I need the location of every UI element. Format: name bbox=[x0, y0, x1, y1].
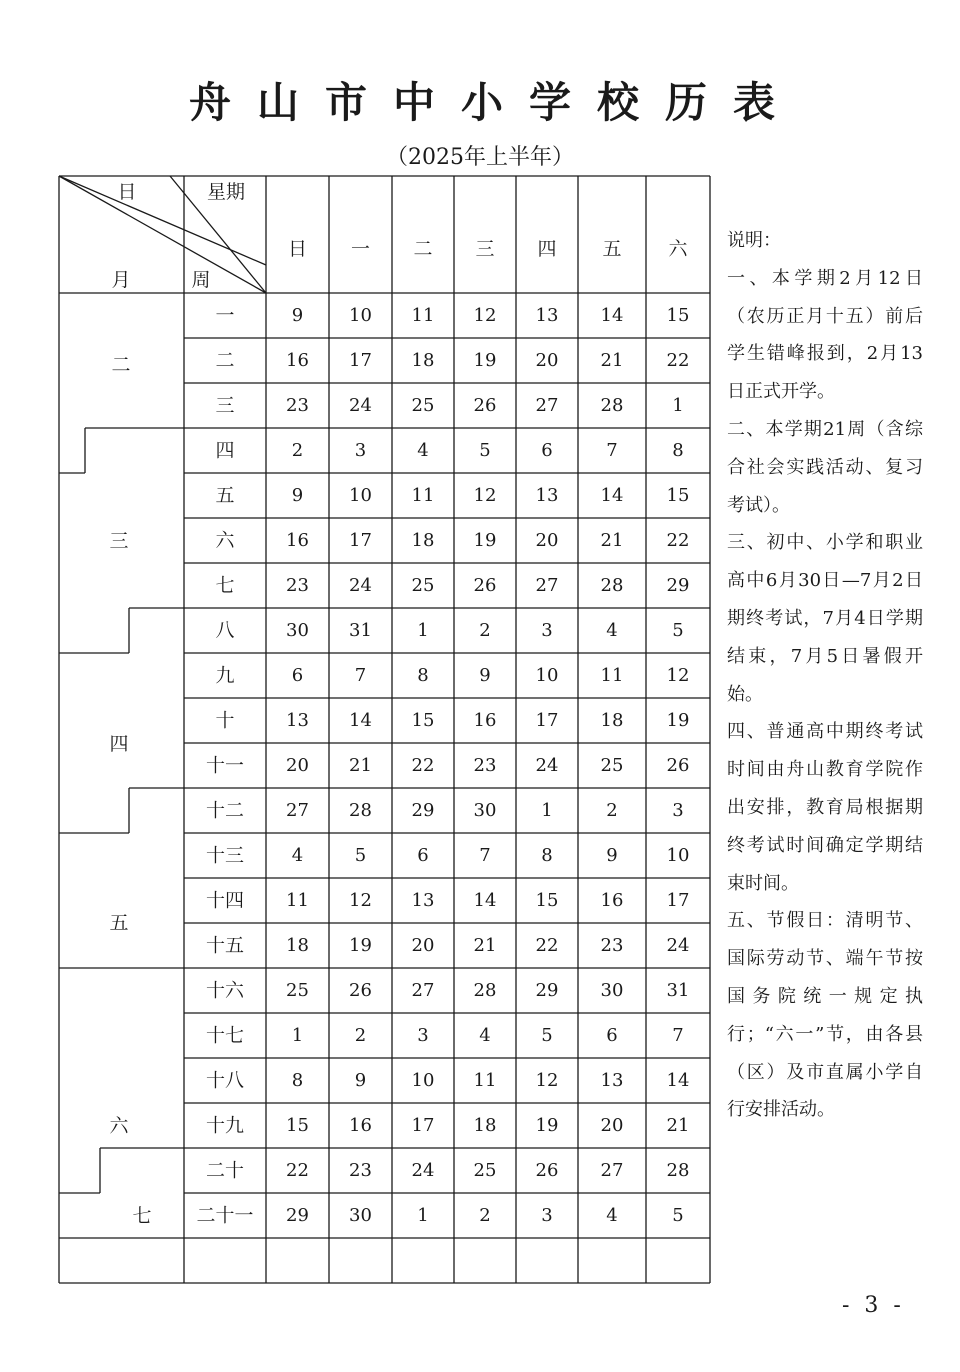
date-cell: 22 bbox=[411, 755, 435, 776]
date-cell: 4 bbox=[291, 845, 304, 866]
month-label: 四 bbox=[109, 733, 129, 755]
date-cell: 15 bbox=[666, 485, 690, 506]
week-number: 十一 bbox=[205, 754, 245, 777]
date-cell: 9 bbox=[606, 845, 618, 866]
date-cell: 6 bbox=[541, 440, 553, 461]
date-cell: 17 bbox=[411, 1115, 435, 1136]
week-number: 八 bbox=[215, 619, 235, 642]
page-number: - 3 - bbox=[842, 1293, 905, 1318]
week-number: 十二 bbox=[205, 799, 245, 822]
date-cell: 19 bbox=[473, 350, 497, 371]
week-number: 十四 bbox=[205, 889, 245, 912]
date-cell: 2 bbox=[606, 800, 618, 821]
date-cell: 2 bbox=[291, 440, 304, 461]
date-cell: 29 bbox=[411, 800, 435, 821]
date-cell: 29 bbox=[535, 980, 559, 1001]
date-cell: 22 bbox=[666, 530, 690, 551]
date-cell: 7 bbox=[354, 665, 367, 686]
note-item: 四、普通高中期终考试时间由舟山教育学院作出安排，教育局根据期终考试时间确定学期结束时间。 bbox=[727, 721, 923, 894]
date-cell: 23 bbox=[600, 935, 624, 956]
date-cell: 25 bbox=[411, 395, 435, 416]
date-cell: 30 bbox=[600, 980, 624, 1001]
date-cell: 21 bbox=[349, 755, 372, 776]
date-cell: 31 bbox=[349, 620, 372, 641]
date-cell: 14 bbox=[349, 710, 372, 731]
date-cell: 4 bbox=[417, 440, 429, 461]
weekday-header: 日 bbox=[287, 238, 308, 260]
date-cell: 27 bbox=[600, 1160, 624, 1181]
date-cell: 28 bbox=[666, 1160, 690, 1181]
note-item: 五、节假日：清明节、国际劳动节、端午节按国务院统一规定执行；“六一”节，由各县（区）及市直属小学自行安排活动。 bbox=[727, 910, 923, 1121]
date-cell: 3 bbox=[672, 800, 684, 821]
date-cell: 1 bbox=[541, 800, 553, 821]
date-cell: 4 bbox=[606, 1205, 618, 1226]
weekday-header: 四 bbox=[537, 238, 557, 260]
date-cell: 27 bbox=[535, 575, 559, 596]
date-cell: 11 bbox=[286, 890, 309, 911]
date-cell: 20 bbox=[535, 350, 559, 371]
date-cell: 26 bbox=[473, 575, 497, 596]
date-cell: 5 bbox=[672, 620, 684, 641]
weekday-header: 二 bbox=[413, 238, 433, 260]
week-number: 十九 bbox=[205, 1114, 245, 1137]
date-cell: 5 bbox=[672, 1205, 684, 1226]
date-cell: 9 bbox=[354, 1070, 367, 1091]
date-cell: 28 bbox=[349, 800, 372, 821]
date-cell: 12 bbox=[666, 665, 690, 686]
date-cell: 21 bbox=[600, 530, 624, 551]
date-cell: 12 bbox=[473, 485, 497, 506]
date-cell: 6 bbox=[291, 665, 304, 686]
date-cell: 18 bbox=[473, 1115, 497, 1136]
date-cell: 18 bbox=[411, 530, 435, 551]
date-cell: 9 bbox=[291, 305, 304, 326]
date-cell: 5 bbox=[479, 440, 491, 461]
date-cell: 27 bbox=[286, 800, 309, 821]
date-cell: 25 bbox=[600, 755, 624, 776]
date-cell: 25 bbox=[473, 1160, 497, 1181]
date-cell: 1 bbox=[417, 1205, 429, 1226]
week-number: 十八 bbox=[205, 1069, 245, 1092]
date-cell: 10 bbox=[666, 845, 690, 866]
date-cell: 3 bbox=[541, 620, 553, 641]
date-cell: 2 bbox=[354, 1025, 367, 1046]
date-cell: 14 bbox=[600, 485, 624, 506]
date-cell: 23 bbox=[286, 575, 309, 596]
date-cell: 25 bbox=[411, 575, 435, 596]
date-cell: 17 bbox=[666, 890, 690, 911]
date-cell: 27 bbox=[535, 395, 559, 416]
date-cell: 10 bbox=[411, 1070, 435, 1091]
date-cell: 19 bbox=[666, 710, 690, 731]
date-cell: 4 bbox=[479, 1025, 491, 1046]
date-cell: 24 bbox=[411, 1160, 435, 1181]
date-cell: 7 bbox=[606, 440, 618, 461]
date-cell: 17 bbox=[349, 530, 372, 551]
date-cell: 9 bbox=[291, 485, 304, 506]
date-cell: 18 bbox=[600, 710, 624, 731]
week-number: 七 bbox=[215, 574, 235, 597]
corner-label-month: 月 bbox=[111, 269, 131, 291]
date-cell: 13 bbox=[600, 1070, 624, 1091]
weekday-header: 六 bbox=[668, 238, 688, 260]
date-cell: 10 bbox=[349, 305, 372, 326]
week-number: 十七 bbox=[205, 1024, 245, 1047]
date-cell: 6 bbox=[417, 845, 429, 866]
date-cell: 29 bbox=[286, 1205, 309, 1226]
date-cell: 24 bbox=[666, 935, 690, 956]
date-cell: 1 bbox=[672, 395, 684, 416]
date-cell: 5 bbox=[354, 845, 367, 866]
date-cell: 22 bbox=[666, 350, 690, 371]
date-cell: 17 bbox=[535, 710, 559, 731]
corner-label-weekday: 星期 bbox=[206, 181, 246, 203]
month-label: 七 bbox=[132, 1205, 152, 1227]
week-number: 十 bbox=[215, 709, 235, 732]
date-cell: 2 bbox=[479, 620, 491, 641]
date-cell: 15 bbox=[666, 305, 690, 326]
week-number: 一 bbox=[215, 304, 235, 327]
date-cell: 12 bbox=[535, 1070, 559, 1091]
date-cell: 15 bbox=[411, 710, 435, 731]
date-cell: 17 bbox=[349, 350, 372, 371]
corner-label-week: 周 bbox=[191, 269, 211, 291]
notes-panel bbox=[727, 222, 923, 1129]
week-number: 三 bbox=[215, 394, 235, 417]
date-cell: 11 bbox=[411, 485, 435, 506]
date-cell: 21 bbox=[473, 935, 497, 956]
week-number: 四 bbox=[215, 439, 235, 462]
date-cell: 22 bbox=[286, 1160, 309, 1181]
date-cell: 18 bbox=[286, 935, 309, 956]
date-cell: 16 bbox=[349, 1115, 372, 1136]
date-cell: 24 bbox=[349, 575, 372, 596]
date-cell: 19 bbox=[535, 1115, 559, 1136]
note-item: 三、初中、小学和职业高中6月30日—7月2日期终考试，7月4日学期结束，7月5日暑假开始。 bbox=[727, 532, 923, 705]
date-cell: 20 bbox=[535, 530, 559, 551]
date-cell: 2 bbox=[479, 1205, 491, 1226]
date-cell: 1 bbox=[417, 620, 429, 641]
date-cell: 20 bbox=[286, 755, 309, 776]
date-cell: 19 bbox=[349, 935, 372, 956]
date-cell: 21 bbox=[666, 1115, 690, 1136]
date-cell: 8 bbox=[672, 440, 684, 461]
date-cell: 26 bbox=[666, 755, 690, 776]
note-item: 一、本学期2月12日（农历正月十五）前后学生错峰报到，2月13日正式开学。 bbox=[727, 267, 923, 403]
date-cell: 19 bbox=[473, 530, 497, 551]
corner-label-day: 日 bbox=[117, 181, 137, 203]
date-cell: 11 bbox=[473, 1070, 497, 1091]
date-cell: 13 bbox=[411, 890, 435, 911]
date-cell: 26 bbox=[349, 980, 372, 1001]
weekday-header: 五 bbox=[602, 238, 622, 260]
date-cell: 3 bbox=[417, 1025, 429, 1046]
date-cell: 14 bbox=[473, 890, 497, 911]
month-label: 三 bbox=[109, 530, 129, 552]
date-cell: 28 bbox=[473, 980, 497, 1001]
week-number: 十六 bbox=[205, 979, 245, 1002]
date-cell: 7 bbox=[479, 845, 491, 866]
date-cell: 3 bbox=[541, 1205, 553, 1226]
month-label: 五 bbox=[109, 912, 129, 934]
date-cell: 30 bbox=[349, 1205, 372, 1226]
date-cell: 24 bbox=[535, 755, 559, 776]
date-cell: 22 bbox=[535, 935, 559, 956]
date-cell: 20 bbox=[600, 1115, 624, 1136]
date-cell: 23 bbox=[286, 395, 309, 416]
date-cell: 26 bbox=[473, 395, 497, 416]
date-cell: 8 bbox=[541, 845, 553, 866]
date-cell: 21 bbox=[600, 350, 624, 371]
date-cell: 16 bbox=[286, 530, 309, 551]
notes-heading: 说明： bbox=[727, 230, 781, 251]
date-cell: 3 bbox=[354, 440, 367, 461]
date-cell: 8 bbox=[291, 1070, 304, 1091]
date-cell: 25 bbox=[286, 980, 309, 1001]
month-label: 六 bbox=[109, 1115, 129, 1137]
date-cell: 5 bbox=[541, 1025, 553, 1046]
date-cell: 11 bbox=[600, 665, 624, 686]
week-number: 九 bbox=[215, 664, 235, 687]
date-cell: 24 bbox=[349, 395, 372, 416]
date-cell: 20 bbox=[411, 935, 435, 956]
date-cell: 7 bbox=[672, 1025, 684, 1046]
date-cell: 10 bbox=[349, 485, 372, 506]
date-cell: 14 bbox=[666, 1070, 690, 1091]
week-number: 五 bbox=[215, 484, 235, 507]
date-cell: 9 bbox=[479, 665, 491, 686]
month-label: 二 bbox=[111, 354, 131, 376]
date-cell: 31 bbox=[666, 980, 690, 1001]
weekday-header: 一 bbox=[350, 238, 371, 260]
week-number: 二十 bbox=[205, 1159, 245, 1182]
date-cell: 6 bbox=[606, 1025, 618, 1046]
date-cell: 12 bbox=[473, 305, 497, 326]
date-cell: 11 bbox=[411, 305, 435, 326]
date-cell: 18 bbox=[411, 350, 435, 371]
weekday-header: 三 bbox=[475, 238, 495, 260]
date-cell: 23 bbox=[349, 1160, 372, 1181]
date-cell: 1 bbox=[291, 1025, 304, 1046]
page-subtitle: （2025年上半年） bbox=[386, 145, 574, 170]
date-cell: 28 bbox=[600, 395, 624, 416]
note-item: 二、本学期21周（含综合社会实践活动、复习考试）。 bbox=[727, 418, 923, 516]
date-cell: 28 bbox=[600, 575, 624, 596]
date-cell: 16 bbox=[600, 890, 624, 911]
week-number: 十三 bbox=[205, 844, 245, 867]
date-cell: 16 bbox=[473, 710, 497, 731]
date-cell: 29 bbox=[666, 575, 690, 596]
date-cell: 27 bbox=[411, 980, 435, 1001]
week-number: 二十一 bbox=[196, 1204, 254, 1227]
date-cell: 30 bbox=[286, 620, 309, 641]
date-cell: 10 bbox=[535, 665, 559, 686]
page-title: 舟山市中小学校历表 bbox=[188, 78, 801, 127]
date-cell: 30 bbox=[473, 800, 497, 821]
date-cell: 26 bbox=[535, 1160, 559, 1181]
date-cell: 13 bbox=[535, 305, 559, 326]
week-number: 六 bbox=[215, 529, 235, 552]
date-cell: 14 bbox=[600, 305, 624, 326]
week-number: 十五 bbox=[205, 934, 245, 957]
date-cell: 15 bbox=[286, 1115, 309, 1136]
date-cell: 13 bbox=[286, 710, 309, 731]
date-cell: 12 bbox=[349, 890, 372, 911]
date-cell: 4 bbox=[606, 620, 618, 641]
date-cell: 23 bbox=[473, 755, 497, 776]
week-number: 二 bbox=[215, 349, 235, 372]
date-cell: 8 bbox=[417, 665, 429, 686]
date-cell: 16 bbox=[286, 350, 309, 371]
date-cell: 15 bbox=[535, 890, 559, 911]
date-cell: 13 bbox=[535, 485, 559, 506]
